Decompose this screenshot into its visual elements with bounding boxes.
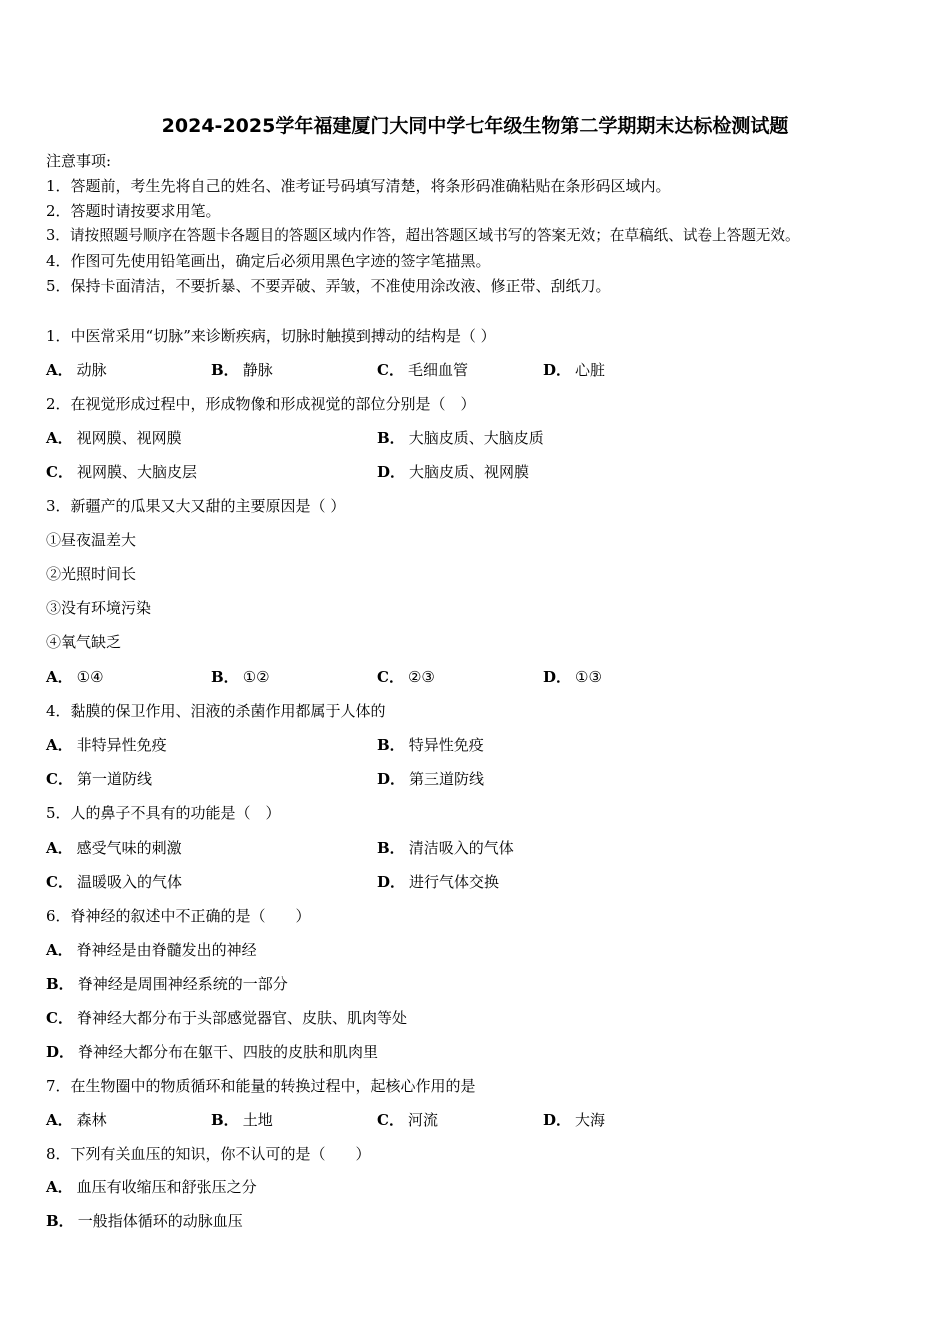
option-a: A． ①④	[46, 668, 104, 686]
statement: ④氧气缺乏	[46, 633, 122, 651]
notice-item: 4．作图可先使用铅笔画出，确定后必须用黑色字迹的签字笔描黑。	[46, 252, 491, 270]
question-stem: 5．人的鼻子不具有的功能是（ ）	[46, 804, 281, 822]
option-b: B． 土地	[211, 1111, 273, 1129]
option-a: A． 森林	[46, 1111, 107, 1129]
option-c: C． 脊神经大都分布于头部感觉器官、皮肤、肌肉等处	[46, 1009, 407, 1027]
option-a: A． 非特异性免疫	[46, 736, 167, 754]
option-d: D． 脊神经大都分布在躯干、四肢的皮肤和肌肉里	[46, 1043, 379, 1061]
option-c: C． 毛细血管	[377, 361, 468, 379]
option-c: C． 河流	[377, 1111, 438, 1129]
question-stem: 4．黏膜的保卫作用、泪液的杀菌作用都属于人体的	[46, 702, 386, 720]
option-c: C． ②③	[377, 668, 435, 686]
option-d: D． 第三道防线	[377, 770, 485, 788]
option-a: A． 动脉	[46, 361, 107, 379]
option-a: A． 感受气味的刺激	[46, 839, 182, 857]
notice-item: 5．保持卡面清洁，不要折暴、不要弄破、弄皱，不准使用涂改液、修正带、刮纸刀。	[46, 277, 611, 295]
option-d: D． 进行气体交换	[377, 873, 500, 891]
question-stem: 2．在视觉形成过程中，形成物像和形成视觉的部位分别是（ ）	[46, 395, 476, 413]
option-d: D． 心脏	[543, 361, 606, 379]
option-b: B． 清洁吸入的气体	[377, 839, 514, 857]
notice-item: 1．答题前，考生先将自己的姓名、准考证号码填写清楚，将条形码准确粘贴在条形码区域内。	[46, 177, 671, 195]
option-a: A． 血压有收缩压和舒张压之分	[46, 1178, 257, 1196]
option-d: D． 大海	[543, 1111, 606, 1129]
question-stem: 3．新疆产的瓜果又大又甜的主要原因是（ ）	[46, 497, 346, 515]
option-d: D． ①③	[543, 668, 602, 686]
option-a: A． 视网膜、视网膜	[46, 429, 182, 447]
notice-item: 2．答题时请按要求用笔。	[46, 202, 221, 220]
notice-item: 3．请按照题号顺序在答题卡各题目的答题区域内作答，超出答题区域书写的答案无效；在草稿纸、试卷上答题无效。	[46, 227, 800, 244]
option-c: C． 温暖吸入的气体	[46, 873, 182, 891]
question-stem: 6．脊神经的叙述中不正确的是（ ）	[46, 907, 311, 925]
statement: ②光照时间长	[46, 565, 137, 583]
question-stem: 1．中医常采用“切脉”来诊断疾病，切脉时触摸到搏动的结构是（ ）	[46, 327, 496, 345]
notice-heading: 注意事项:	[46, 152, 112, 170]
option-b: B． 一般指体循环的动脉血压	[46, 1212, 243, 1230]
option-a: A． 脊神经是由脊髓发出的神经	[46, 941, 257, 959]
option-b: B． 脊神经是周围神经系统的一部分	[46, 975, 288, 993]
option-b: B． 大脑皮质、大脑皮质	[377, 429, 544, 447]
question-stem: 7．在生物圈中的物质循环和能量的转换过程中，起核心作用的是	[46, 1077, 476, 1095]
option-c: C． 视网膜、大脑皮层	[46, 463, 197, 481]
option-b: B． 静脉	[211, 361, 273, 379]
option-d: D． 大脑皮质、视网膜	[377, 463, 530, 481]
statement: ①昼夜温差大	[46, 531, 137, 549]
page-title: 2024-2025学年福建厦门大同中学七年级生物第二学期期末达标检测试题	[161, 115, 789, 137]
statement: ③没有环境污染	[46, 599, 152, 617]
question-stem: 8．下列有关血压的知识，你不认可的是（ ）	[46, 1145, 371, 1163]
option-b: B． 特异性免疫	[377, 736, 484, 754]
option-c: C． 第一道防线	[46, 770, 152, 788]
option-b: B． ①②	[211, 668, 270, 686]
